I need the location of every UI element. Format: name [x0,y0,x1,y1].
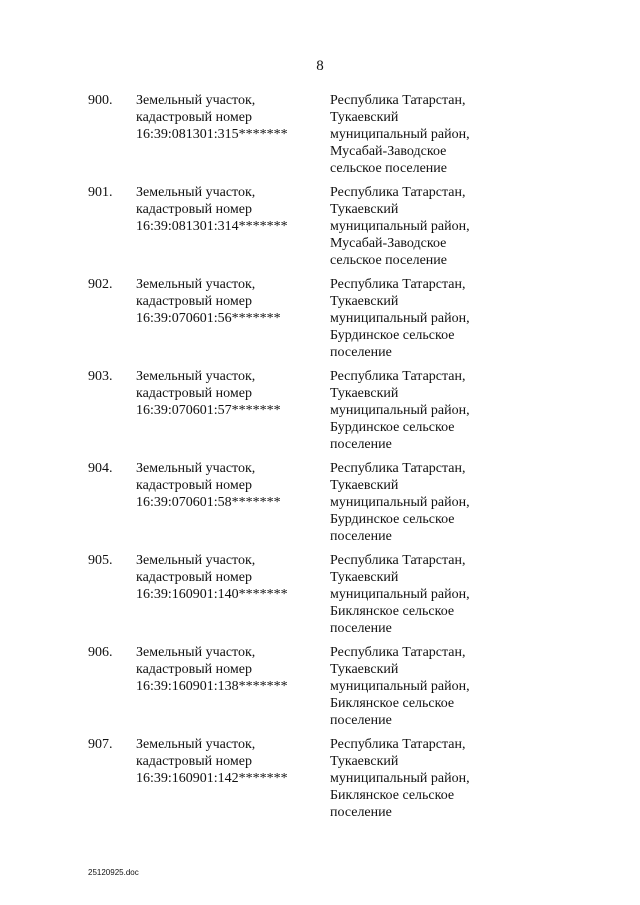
object-line: Земельный участок, [136,553,256,568]
entry-object [136,644,321,695]
entry-row [0,92,640,184]
location-line: Тукаевский [330,202,399,217]
file-name-footer: 25120925.doc [88,868,139,877]
entry-object [136,184,321,235]
location-line: Бурдинское сельское [330,420,455,435]
location-line: муниципальный район, [330,403,470,418]
location-line: Тукаевский [330,754,399,769]
object-line: кадастровый номер [136,110,252,125]
object-line: кадастровый номер [136,202,252,217]
cadastral-number: 16:39:081301:315******* [136,127,288,142]
entry-location [330,276,530,361]
location-line: Биклянское сельское [330,604,455,619]
cadastral-number: 16:39:070601:58******* [136,495,281,510]
location-line: Тукаевский [330,478,399,493]
page-number: 8 [316,58,324,74]
object-line: Земельный участок, [136,645,256,660]
location-line: муниципальный район, [330,219,470,234]
location-line: Биклянское сельское [330,696,455,711]
cadastral-number: 16:39:081301:314******* [136,219,288,234]
entry-object [136,460,321,511]
location-line: поселение [330,713,392,728]
entry-row [0,644,640,736]
location-line: Республика Татарстан, [330,461,466,476]
location-line: Тукаевский [330,386,399,401]
location-line: Республика Татарстан, [330,277,466,292]
location-line: Республика Татарстан, [330,93,466,108]
entry-object [136,552,321,603]
location-line: поселение [330,437,392,452]
location-line: Мусабай-Заводское [330,144,447,159]
entry-number: 905. [88,553,113,568]
entry-location [330,644,530,729]
location-line: Мусабай-Заводское [330,236,447,251]
cadastral-number: 16:39:070601:57******* [136,403,281,418]
entry-location [330,92,530,177]
entry-object [136,276,321,327]
object-line: кадастровый номер [136,754,252,769]
entry-location [330,460,530,545]
entry-row [0,184,640,276]
entry-row [0,552,640,644]
location-line: муниципальный район, [330,495,470,510]
location-line: Республика Татарстан, [330,553,466,568]
object-line: кадастровый номер [136,294,252,309]
object-line: Земельный участок, [136,185,256,200]
entry-row [0,736,640,828]
entry-location [330,552,530,637]
location-line: муниципальный район, [330,127,470,142]
location-line: муниципальный район, [330,771,470,786]
location-line: муниципальный район, [330,679,470,694]
location-line: поселение [330,345,392,360]
entry-row [0,460,640,552]
entry-location [330,736,530,821]
object-line: Земельный участок, [136,93,256,108]
entry-number: 906. [88,645,113,660]
entry-object [136,368,321,419]
entry-object [136,736,321,787]
location-line: Бурдинское сельское [330,512,455,527]
location-line: Тукаевский [330,294,399,309]
entry-number: 902. [88,277,113,292]
entry-number: 901. [88,185,113,200]
location-line: Республика Татарстан, [330,369,466,384]
location-line: Бурдинское сельское [330,328,455,343]
entry-row [0,276,640,368]
location-line: поселение [330,529,392,544]
cadastral-number: 16:39:070601:56******* [136,311,281,326]
location-line: муниципальный район, [330,587,470,602]
entry-number: 903. [88,369,113,384]
location-line: Республика Татарстан, [330,645,466,660]
object-line: кадастровый номер [136,570,252,585]
object-line: кадастровый номер [136,478,252,493]
location-line: сельское поселение [330,253,447,268]
entries-list [0,92,640,828]
entry-row [0,368,640,460]
entry-object [136,92,321,143]
location-line: Биклянское сельское [330,788,455,803]
entry-number: 904. [88,461,113,476]
object-line: Земельный участок, [136,461,256,476]
location-line: Тукаевский [330,662,399,677]
location-line: Тукаевский [330,110,399,125]
object-line: кадастровый номер [136,662,252,677]
cadastral-number: 16:39:160901:142******* [136,771,288,786]
object-line: кадастровый номер [136,386,252,401]
entry-number: 900. [88,93,113,108]
location-line: Республика Татарстан, [330,185,466,200]
location-line: Тукаевский [330,570,399,585]
cadastral-number: 16:39:160901:138******* [136,679,288,694]
location-line: поселение [330,805,392,820]
object-line: Земельный участок, [136,737,256,752]
object-line: Земельный участок, [136,369,256,384]
entry-location [330,184,530,269]
location-line: сельское поселение [330,161,447,176]
cadastral-number: 16:39:160901:140******* [136,587,288,602]
location-line: муниципальный район, [330,311,470,326]
entry-number: 907. [88,737,113,752]
object-line: Земельный участок, [136,277,256,292]
location-line: поселение [330,621,392,636]
location-line: Республика Татарстан, [330,737,466,752]
entry-location [330,368,530,453]
